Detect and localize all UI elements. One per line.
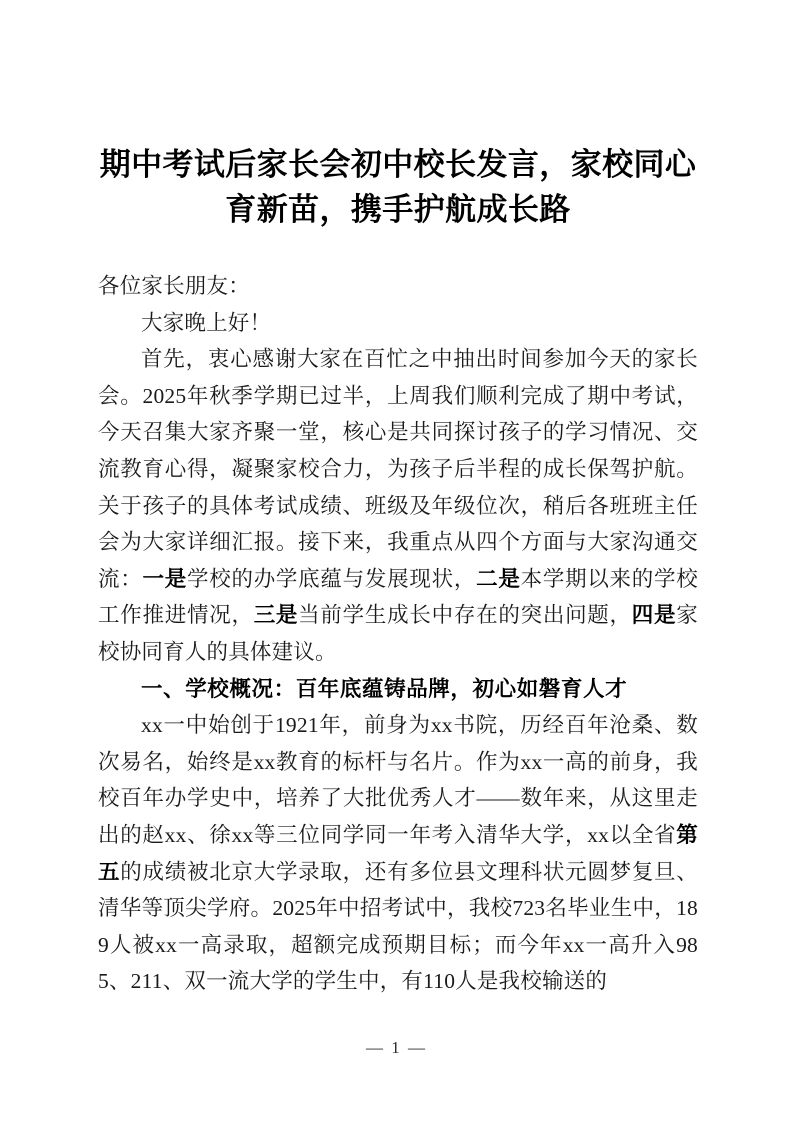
intro-text-part-5: 家校协同育人的具体建议。 [98, 603, 698, 664]
intro-emphasis-1: 一是 [142, 566, 187, 591]
intro-text-part-4: 当前学生成长中存在的突出问题， [298, 603, 632, 628]
intro-emphasis-4: 四是 [631, 603, 677, 628]
intro-paragraph [98, 341, 698, 670]
section-1-text-part-1: xx一中始创于1921年，前身为xx书院，历经百年沧桑、数次易名，始终是xx教育的标杆与名片。作为xx一高的前身，我校百年办学史中，培养了大批优秀人才——数年来，从这里走出的赵xx、徐xx等三位同学同一年考入清华大学，xx以全省 [98, 713, 698, 847]
section-heading-1: 一、学校概况：百年底蕴铸品牌，初心如磐育人才 [141, 676, 628, 701]
intro-emphasis-3: 三是 [253, 603, 299, 628]
document-body [98, 268, 698, 1000]
section-1-paragraph [98, 707, 698, 1000]
page-title [98, 0, 698, 232]
intro-emphasis-2: 二是 [476, 566, 521, 591]
title-line-2: 心育新苗，携手护航成长路 [225, 147, 697, 227]
page-number: — 1 — [366, 1038, 427, 1057]
title-line-1: 期中考试后家长会初中校长发言，家校同 [99, 147, 665, 182]
salutation-line: 各位家长朋友： [98, 274, 250, 298]
page-content [98, 0, 698, 1000]
intro-text-part-1: 首先，衷心感谢大家在百忙之中抽出时间参加今天的家长会。2025年秋季学期已过半，上周我们顺利完成了期中考试，今天召集大家齐聚一堂，核心是共同探讨孩子的学习情况、交流教育心得，凝聚家校合力，为孩子后半程的成长保驾护航。关于孩子的具体考试成绩、班级及年级位次，稍后各班班主任会为大家详细汇报。接下来，我重点从四个方面与大家沟通交流： [98, 347, 698, 591]
section-1-emphasis-1: 第五 [98, 822, 698, 884]
section-1-text-part-2: 的成绩被北京大学录取，还有多位县文理科状元圆梦复旦、清华等顶尖学府。2025年中招考试中，我校723名毕业生中，189人被xx一高录取，超额完成预期目标；而今年xx一高升入985、211、双一流大学的学生中，有110人是我校输送的 [98, 859, 699, 994]
page-footer [0, 1038, 793, 1058]
intro-text-part-2: 学校的办学底蕴与发展现状， [186, 566, 477, 591]
greeting-line: 大家晚上好！ [141, 310, 272, 335]
intro-text-part-3: 本学期以来的学校工作推进情况， [98, 566, 698, 628]
